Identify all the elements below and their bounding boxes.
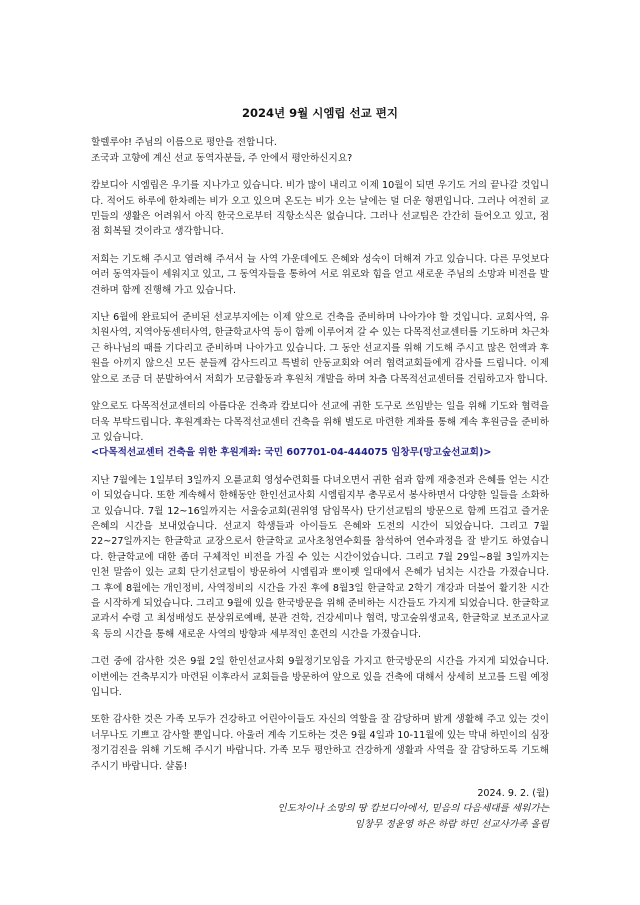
paragraph-family: 또한 감사한 것은 가족 모두가 건강하고 어린아이들도 자신의 역할을 잘 감당하며 밝게 생활해 주고 있는 것이 너무나도 기쁘고 감사할 뿐입니다. 아울러 계속 기도하는 것은 9월 4일과 10-11월에 있는 막내 하민이의 심장 정기검진을 위해 기도해 주시기 바랍니다. 가족 모두 평안하고 건강하게 생활과 사역을 잘 감당하도록 기도해 주시기 바랍니다. 샬롬! (91, 714, 549, 772)
greeting-line: 조국과 고향에 계신 선교 동역자분들, 주 안에서 평안하신지요? (91, 152, 353, 164)
signature-line: 임창무 정윤영 하은 하람 하민 선교사가족 올림 (354, 818, 549, 830)
letter-page (91, 96, 549, 832)
paragraph-mission-center: 지난 6월에 완료되어 준비된 선교부지에는 이제 앞으로 건축을 준비하며 나아가야 할 것입니다. 교회사역, 유치원사역, 지역아동센터사역, 한글학교사역 등이 함께 이루어져 갈 수 있는 다목적선교센터를 기도하며 차근차근 하나님의 때를 기다리고 준비하며 나아가고 있습니다. 그 동안 선교지를 위해 기도해 주시고 많은 헌액과 후원을 아끼지 않으신 모든 분들께 감사드리고 특별히 안동교회와 여러 협력교회들에게 감사를 드립니다. 이제 앞으로 조금 더 분발하여서 저희가 모금활동과 후원처 개발을 하며 차츰 다목적선교센터를 건립하고자 합니다. (91, 312, 549, 385)
paragraph-korea-visit: 그런 중에 감사한 것은 9월 2일 한인선교사회 9월정기모임을 가지고 한국방문의 시간을 가지게 되었습니다. 이번에는 건축부지가 마련된 이후라서 교회들을 방문하여 앞으로 있을 건축에 대해서 상세히 보고를 드릴 예정입니다. (91, 656, 549, 698)
paragraph-july-report: 지난 7월에는 1일부터 3일까지 오륜교회 영성수련회를 다녀오면서 귀한 쉼과 함께 재충전과 은혜를 얻는 시간이 되었습니다. 또한 계속해서 한해동안 한인선교사회 시엠립지부 총무로서 봉사하면서 다양한 일들을 소화하고 있습니다. 7월 12~16일까지는 서울숭교회(권위영 담임목사) 단기선교팀의 방문으로 함께 뜨겁고 즐거운 은혜의 시간을 보내었습니다. 선교지 학생들과 아이들도 은혜와 도전의 시간이 되었습니다. 그리고 7월 22~27일까지는 한글학교 교장으로서 한글학교 교사초청연수회를 참석하여 연수과정을 잘 받기도 하였습니다. 한글학교에 대한 좀더 구체적인 비전을 가질 수 있는 시간이었습니다. 그리고 7월 29일~8월 3일까지는 인천 말씀이 있는 교회 단기선교팀이 방문하여 시엠립과 뽀이펫 일대에서 은혜가 넘치는 시간을 가졌습니다. 그 후에 8월에는 개인정비, 사역정비의 시간을 가진 후에 8월3일 한글학교 2학기 개강과 더불어 활기찬 시간을 시작하게 되었습니다. 그리고 9월에 있을 한국방문을 위해 준비하는 시간들도 가지게 되었습니다. 한글학교 교과서 수령 고 최성배성도 분상위로예배, 분관 견학, 건강세미나 협력, 망고숲위생교육, 한글학교 보조교사교육 등의 시간을 통해 새로운 사역의 방향과 세부적인 훈련의 시간을 가졌습니다. (91, 474, 549, 640)
signature-line: 인도차이나 소망의 땅 캄보디아에서, 믿음의 다음세대를 세워가는 (277, 803, 549, 815)
greeting (91, 135, 549, 166)
letter-date: 2024. 9. 2. (월) (477, 788, 549, 800)
paragraph-ministry: 저희는 기도해 주시고 염려해 주셔서 늘 사역 가운데에도 은혜와 성숙이 더해져 가고 있습니다. 다른 무엇보다 여러 동역자들이 세워지고 있고, 그 동역자들을 통하여 서로 위로와 힘을 얻고 새로운 주님의 소망과 비전을 발견하며 함께 진행해 가고 있습니다. (91, 253, 549, 296)
paragraph-prayer-request (91, 399, 549, 461)
donation-account: <다목적선교센터 건축을 위한 후원계좌: 국민 607701-04-444075 임창무(망고숲선교회)> (91, 447, 492, 459)
paragraph-weather: 캄보디아 시엠립은 우기를 지나가고 있습니다. 비가 많이 내리고 이제 10월이 되면 우기도 거의 끝나갈 것입니다. 적어도 하루에 한차례는 비가 오고 있으며 온도는 비가 오는 날에는 덜 더운 형편입니다. 그러나 여전히 교민들의 생활은 어려워서 아직 한국으로부터 직항소식은 없습니다. 그러나 선교팀은 간간히 들어오고 있고, 점점 회복될 것이라고 생각합니다. (91, 180, 549, 238)
prayer-request-text: 앞으로도 다목적선교센터의 아름다운 건축과 캄보디아 선교에 귀한 도구로 쓰임받는 일을 위해 기도와 협력을 더욱 부탁드립니다. 후원계좌는 다목적선교센터 건축을 위해 별도로 마련한 계좌를 통해 계속 후원금을 준비하고 있습니다. (91, 401, 549, 443)
signature (91, 801, 549, 832)
greeting-line: 할렐루야! 주님의 이름으로 평안을 전합니다. (91, 137, 277, 149)
letter-title: 2024년 9월 시엠립 선교 편지 (241, 106, 398, 120)
